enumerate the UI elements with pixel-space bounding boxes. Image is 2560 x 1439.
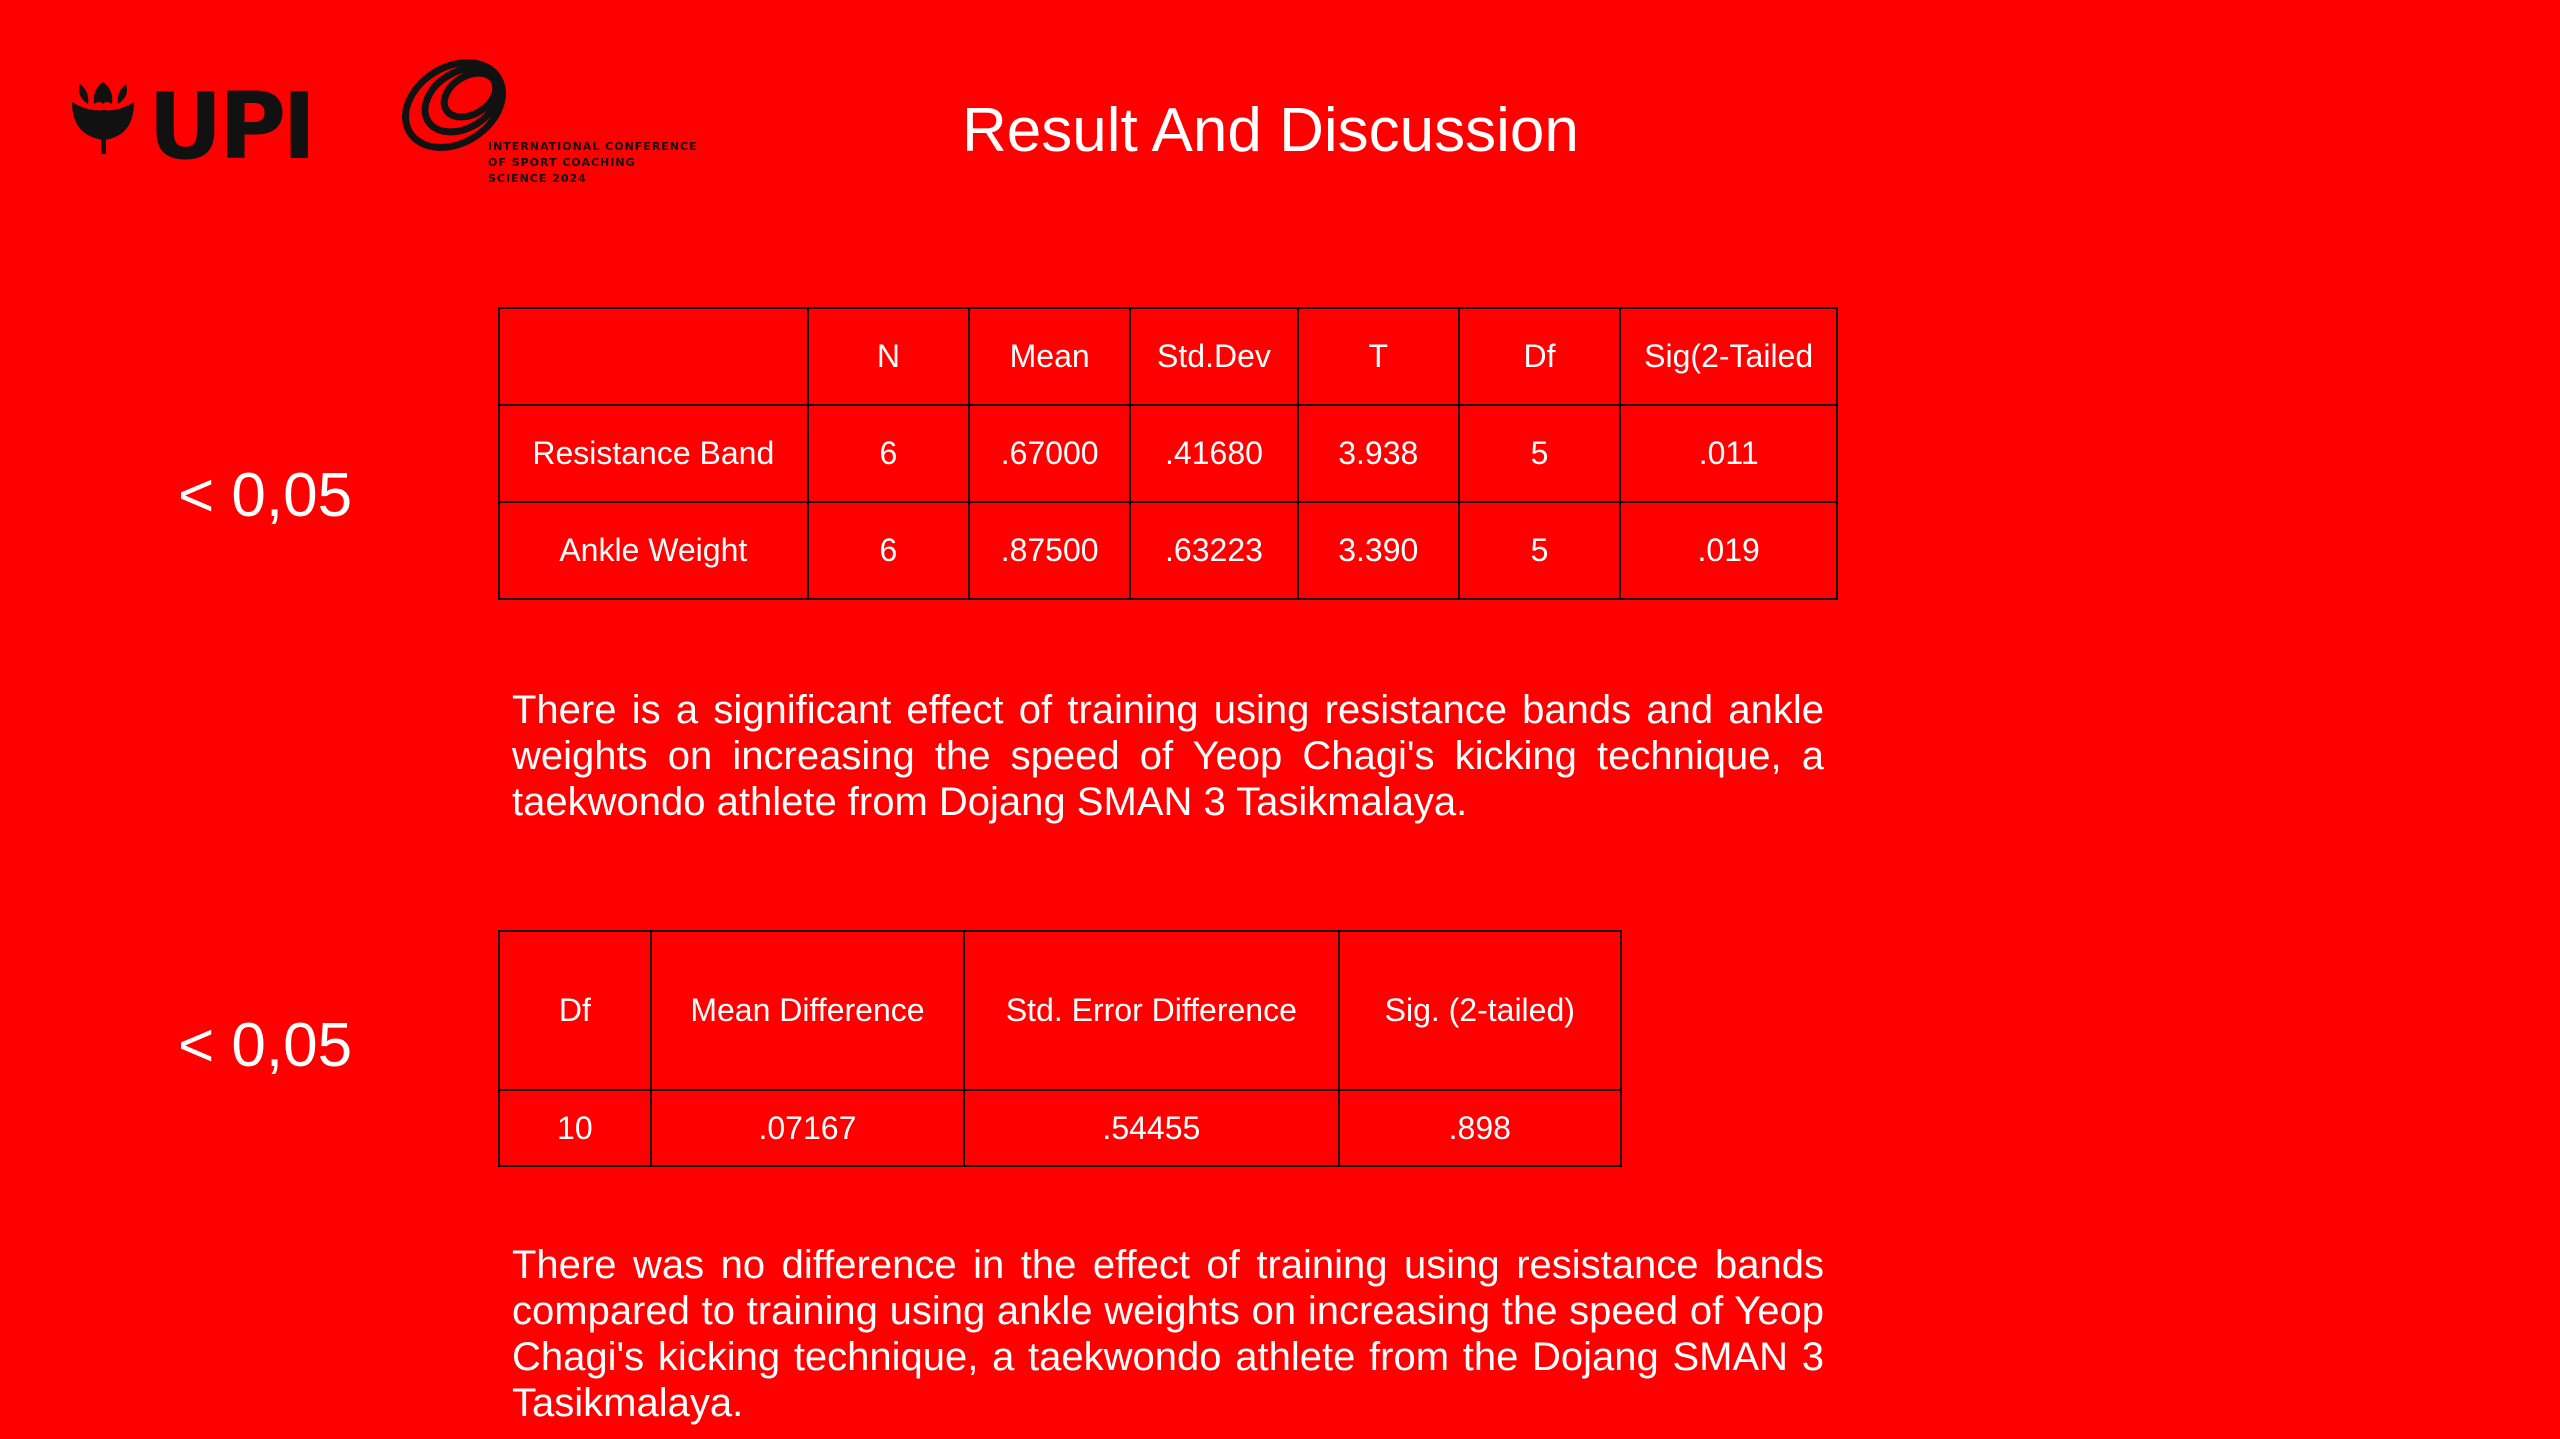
table-cell: 5 [1459, 405, 1621, 502]
table-cell: 5 [1459, 502, 1621, 599]
table-cell: .898 [1339, 1090, 1621, 1166]
table-header-row [499, 308, 1837, 405]
table-row [499, 502, 1837, 599]
header-cell: Df [499, 931, 651, 1090]
table-cell: .07167 [651, 1090, 965, 1166]
significance-threshold: < 0,05 [178, 1011, 353, 1080]
header-cell: Std. Error Difference [964, 931, 1338, 1090]
table-cell: .54455 [964, 1090, 1338, 1166]
table-cell: .011 [1620, 405, 1837, 502]
conference-line: SCIENCE 2024 [488, 172, 587, 185]
table-cell: 3.390 [1298, 502, 1459, 599]
conference-line: INTERNATIONAL CONFERENCE [488, 140, 698, 153]
independent-t-test-table [498, 930, 1622, 1167]
result-paragraph: There is a significant effect of training using resistance bands and ankle weights on increasing the speed of Yeop Chagi's kicking technique, a taekwondo athlete from Dojang SMAN 3 Tasikmalaya. [512, 688, 1824, 824]
table-row [499, 405, 1837, 502]
discussion-paragraph: There was no difference in the effect of training using resistance bands compared to training using ankle weights on increasing the speed of Yeop Chagi's kicking technique, a taekwondo athlete from the Dojang SMAN 3 Tasikmalaya. [512, 1243, 1824, 1425]
table-cell: .87500 [969, 502, 1130, 599]
header-cell: Mean Difference [651, 931, 965, 1090]
header-cell: Sig(2-Tailed [1620, 308, 1837, 405]
row-label-cell: Ankle Weight [499, 502, 808, 599]
table-cell: 3.938 [1298, 405, 1459, 502]
significance-threshold: < 0,05 [178, 461, 353, 530]
header-cell: Df [1459, 308, 1621, 405]
header-cell: T [1298, 308, 1459, 405]
table-cell: .63223 [1130, 502, 1298, 599]
conference-line: OF SPORT COACHING [488, 156, 636, 169]
table-cell: .019 [1620, 502, 1837, 599]
upi-emblem-icon [72, 82, 134, 154]
header-cell: Sig. (2-tailed) [1339, 931, 1621, 1090]
table-cell: 10 [499, 1090, 651, 1166]
table-cell: .67000 [969, 405, 1130, 502]
header-cell [499, 308, 808, 405]
table-cell: 6 [808, 405, 970, 502]
paired-t-test-table [498, 307, 1838, 600]
table-cell: .41680 [1130, 405, 1298, 502]
header-cell: Std.Dev [1130, 308, 1298, 405]
table-cell: 6 [808, 502, 970, 599]
row-label-cell: Resistance Band [499, 405, 808, 502]
upi-wordmark: UPI [148, 74, 312, 164]
header-cell: Mean [969, 308, 1130, 405]
upi-logo [72, 74, 312, 164]
header-cell: N [808, 308, 970, 405]
conference-logo-text [488, 139, 698, 187]
page-title: Result And Discussion [962, 96, 1579, 165]
table-header-row [499, 931, 1621, 1090]
table-row [499, 1090, 1621, 1166]
